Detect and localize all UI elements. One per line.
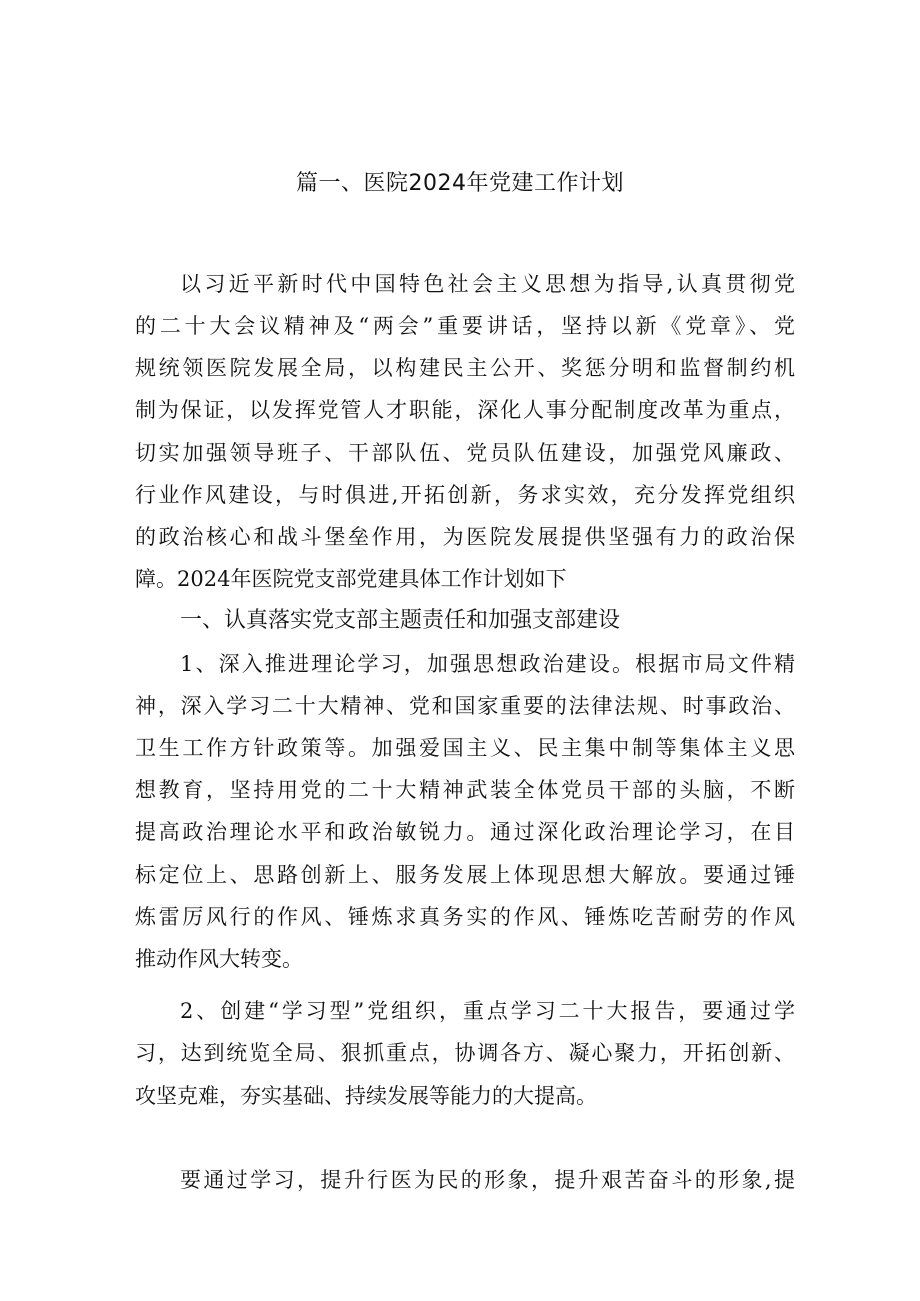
section-heading: 一、认真落实党支部主题责任和加强支部建设 [180,608,621,633]
intro-line: 制为保证，以发挥党管人才职能，深化人事分配制度改革为重点， [135,398,795,422]
item1-line: 推动作风大转变。 [135,947,303,971]
intro-line: 切实加强领导班子、干部队伍、党员队伍建设，加强党风廉政、 [135,441,795,465]
item2-line: 攻坚克难，夯实基础、持续发展等能力的大提高。 [135,1084,597,1108]
item1-line: 神，深入学习二十大精神、党和国家重要的法律法规、时事政治、 [135,694,795,718]
item3-line: 要通过学习，提升行医为民的形象，提升艰苦奋斗的形象,提 [180,1168,795,1192]
intro-line: 以习近平新时代中国特色社会主义思想为指导,认真贯彻党 [180,272,795,296]
item1-line: 炼雷厉风行的作风、锤炼求真务实的作风、锤炼吃苦耐劳的作风 [135,905,795,929]
document-title: 篇一、医院2024年党建工作计划 [296,171,624,196]
item1-line: 提高政治理论水平和政治敏锐力。通过深化政治理论学习，在目 [135,820,795,844]
item1-line: 标定位上、思路创新上、服务发展上体现思想大解放。要通过锤 [135,863,795,887]
item2-line: 2、创建“学习型”党组织，重点学习二十大报告，要通过学 [180,999,795,1023]
intro-line: 行业作风建设，与时俱进,开拓创新，务求实效，充分发挥党组织 [135,483,795,507]
intro-line: 规统领医院发展全局，以构建民主公开、奖惩分明和监督制约机 [135,356,795,380]
item1-line: 想教育，坚持用党的二十大精神武装全体党员干部的头脑，不断 [135,778,795,802]
item2-line: 习，达到统览全局、狠抓重点，协调各方、凝心聚力，开拓创新、 [135,1041,795,1065]
intro-line: 障。2024年医院党支部党建具体工作计划如下 [135,567,567,591]
item1-line: 1、深入推进理论学习，加强思想政治建设。根据市局文件精 [180,652,795,676]
intro-line: 的二十大会议精神及“两会”重要讲话，坚持以新《党章》、党 [135,314,795,338]
intro-line: 的政治核心和战斗堡垒作用，为医院发展提供坚强有力的政治保 [135,525,795,549]
item1-line: 卫生工作方针政策等。加强爱国主义、民主集中制等集体主义思 [135,736,795,760]
